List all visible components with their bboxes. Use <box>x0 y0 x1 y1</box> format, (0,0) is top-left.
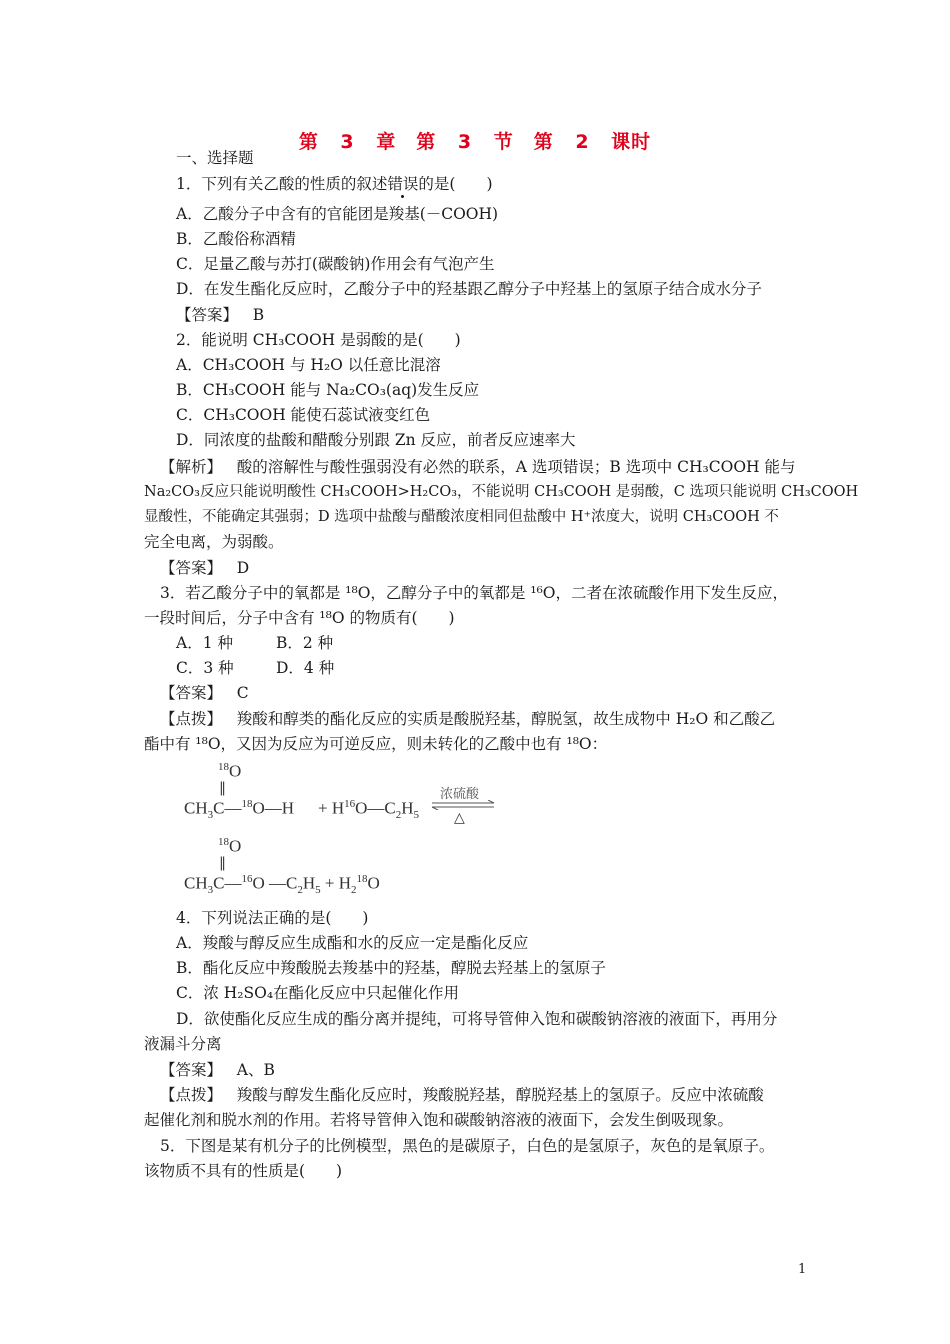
q2-analysis-line-3: 显酸性，不能确定其强弱；D 选项中盐酸与醋酸浓度相同但盐酸中 H⁺浓度大，说明 CH₃COOH 不 <box>144 509 779 525</box>
q4-hint-line-1: 【点拨】 羧酸与醇发生酯化反应时，羧酸脱羟基，醇脱羟基上的氢原子。反应中浓硫酸 <box>160 1086 764 1104</box>
double-bond: ‖ <box>219 780 226 796</box>
emphasis-word: 错误 <box>387 175 419 193</box>
q3-option-b: B．2 种 <box>276 634 334 652</box>
question-4-stem: 4．下列说法正确的是( ) <box>176 909 369 927</box>
question-5-stem-line-2: 该物质不具有的性质是( ) <box>144 1162 343 1180</box>
section-heading: 一、选择题 <box>176 149 254 167</box>
q4-option-b: B．酯化反应中羧酸脱去羧基中的羟基，醇脱去羟基上的氢原子 <box>176 959 606 977</box>
q3-answer: 【答案】 C <box>160 684 249 702</box>
q3-option-d: D．4 种 <box>276 659 335 677</box>
q3-hint-line-1: 【点拨】 羧酸和醇类的酯化反应的实质是酸脱羟基，醇脱氢，故生成物中 H₂O 和乙酸乙 <box>160 710 776 728</box>
q4-option-d-line-1: D．欲使酯化反应生成的酯分离并提纯，可将导管伸入饱和碳酸钠溶液的液面下，再用分 <box>176 1010 778 1028</box>
q2-option-a: A．CH₃COOH 与 H₂O 以任意比混溶 <box>176 356 441 374</box>
q4-option-d-line-2: 液漏斗分离 <box>144 1035 222 1053</box>
carbonyl-oxygen-18: $^{18}$O <box>218 761 242 781</box>
q4-hint-line-2: 起催化剂和脱水剂的作用。若将导管伸入饱和碳酸钠溶液的液面下，会发生倒吸现象。 <box>144 1111 734 1129</box>
q1-option-c: C．足量乙酸与苏打(碳酸钠)作用会有气泡产生 <box>176 255 495 273</box>
q3-option-a: A．1 种 <box>176 634 233 652</box>
q2-analysis-line-4: 完全电离，为弱酸。 <box>144 533 284 551</box>
reaction-condition-heat: △ <box>454 810 465 826</box>
product-carbonyl-oxygen-18: $^{18}$O <box>218 836 242 856</box>
q2-option-b: B．CH₃COOH 能与 Na₂CO₃(aq)发生反应 <box>176 381 480 399</box>
q3-option-c: C．3 种 <box>176 659 234 677</box>
reactant-acetic-acid: $CH_3C—^{18}O—H$ <box>184 798 295 822</box>
q2-option-c: C．CH₃COOH 能使石蕊试液变红色 <box>176 406 431 424</box>
q2-analysis-line-2: Na₂CO₃反应只能说明酸性 CH₃COOH>H₂CO₃，不能说明 CH₃COOH 是弱酸，C 选项只能说明 CH₃COOH <box>144 484 859 500</box>
q1-answer: 【答案】 B <box>176 306 265 324</box>
question-2-stem: 2．能说明 CH₃COOH 是弱酸的是( ) <box>176 331 461 349</box>
q1-option-a: A．乙酸分子中含有的官能团是羧基(－COOH) <box>176 205 499 223</box>
page-title: 第 3 章 第 3 节 第 2 课时 <box>298 131 652 153</box>
product-ethyl-acetate-and-water: $CH_3C—^{16}O$ $—C_2H_5 + H_2^{18}O$ <box>184 873 380 897</box>
q2-analysis-line-1: 【解析】 酸的溶解性与酸性强弱没有必然的联系，A 选项错误；B 选项中 CH₃COOH 能与 <box>160 458 796 476</box>
question-5-stem-line-1: 5．下图是某有机分子的比例模型，黑色的是碳原子，白色的是氢原子，灰色的是氧原子。 <box>160 1137 775 1155</box>
question-3-stem-line-2: 一段时间后，分子中含有 ¹⁸O 的物质有( ) <box>144 609 455 627</box>
product-double-bond: ‖ <box>219 855 226 871</box>
page-number: 1 <box>798 1262 807 1277</box>
reactant-ethanol: + $H^{16}O—C_2H_5$ <box>318 798 420 822</box>
q2-option-d: D．同浓度的盐酸和醋酸分别跟 Zn 反应，前者反应速率大 <box>176 431 576 449</box>
q4-option-a: A．羧酸与醇反应生成酯和水的反应一定是酯化反应 <box>176 934 529 952</box>
reaction-condition-catalyst: 浓硫酸 <box>440 787 480 802</box>
question-3-stem-line-1: 3．若乙酸分子中的氧都是 ¹⁸O，乙醇分子中的氧都是 ¹⁶O，二者在浓硫酸作用下发生反应， <box>160 584 788 602</box>
q1-option-d: D．在发生酯化反应时，乙酸分子中的羟基跟乙醇分子中羟基上的氢原子结合成水分子 <box>176 280 762 298</box>
question-1-stem: 1．下列有关乙酸的性质的叙述错误的是( ) <box>176 175 493 193</box>
q4-option-c: C．浓 H₂SO₄在酯化反应中只起催化作用 <box>176 984 460 1002</box>
q4-answer: 【答案】 A、B <box>160 1061 275 1079</box>
q3-hint-line-2: 酯中有 ¹⁸O，又因为反应为可逆反应，则未转化的乙酸中也有 ¹⁸O： <box>144 735 608 753</box>
q1-option-b: B．乙酸俗称酒精 <box>176 230 296 248</box>
q2-answer: 【答案】 D <box>160 559 250 577</box>
